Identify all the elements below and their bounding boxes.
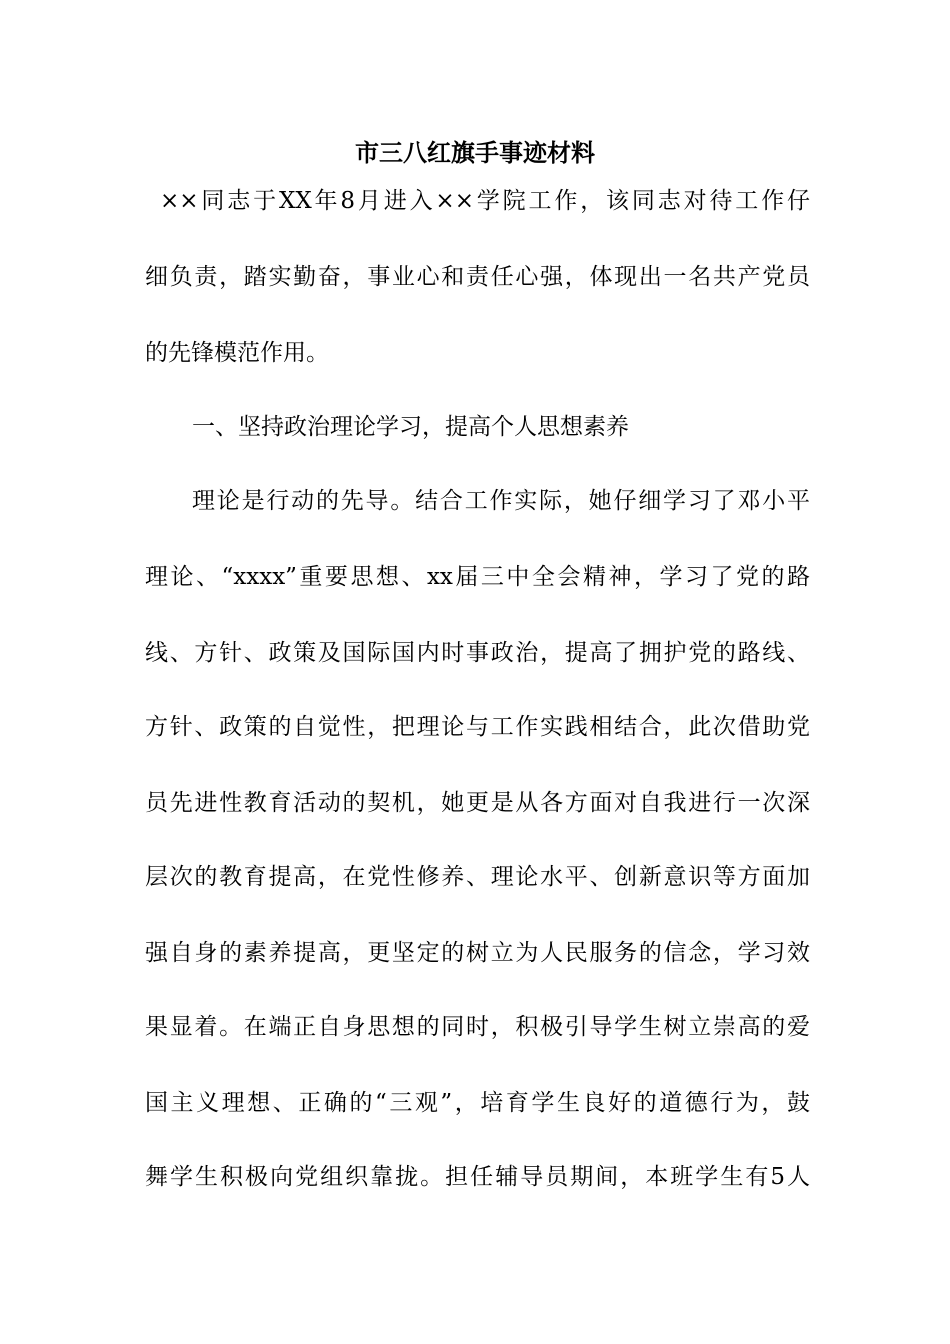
paragraph-line: 理论、“xxxx”重要思想、xx届三中全会精神，学习了党的路 xyxy=(145,564,810,590)
paragraph-line: 舞学生积极向党组织靠拢。担任辅导员期间，本班学生有5人 xyxy=(145,1164,810,1190)
paragraph-line: 员先进性教育活动的契机，她更是从各方面对自我进行一次深 xyxy=(145,790,810,816)
paragraph-line: 理论是行动的先导。结合工作实际，她仔细学习了邓小平 xyxy=(192,488,810,514)
paragraph-line: 强自身的素养提高，更坚定的树立为人民服务的信念，学习效 xyxy=(145,940,810,966)
paragraph-line: 层次的教育提高，在党性修养、理论水平、创新意识等方面加 xyxy=(145,864,810,890)
paragraph-line: 细负责，踏实勤奋，事业心和责任心强，体现出一名共产党员 xyxy=(145,264,810,290)
paragraph-line: 果显着。在端正自身思想的同时，积极引导学生树立崇高的爱 xyxy=(145,1014,810,1040)
paragraph-line: 国主义理想、正确的“三观”，培育学生良好的道德行为，鼓 xyxy=(145,1090,810,1116)
section-heading: 一、坚持政治理论学习，提高个人思想素养 xyxy=(192,414,629,440)
paragraph-line: 的先锋模范作用。 xyxy=(145,340,329,366)
paragraph-line: 线、方针、政策及国际国内时事政治，提高了拥护党的路线、 xyxy=(145,640,810,666)
paragraph-line: 方针、政策的自觉性，把理论与工作实践相结合，此次借助党 xyxy=(145,714,810,740)
document-title: 市三八红旗手事迹材料 xyxy=(355,138,595,167)
paragraph-line: ××同志于XX年8月进入××学院工作，该同志对待工作仔 xyxy=(160,188,810,214)
